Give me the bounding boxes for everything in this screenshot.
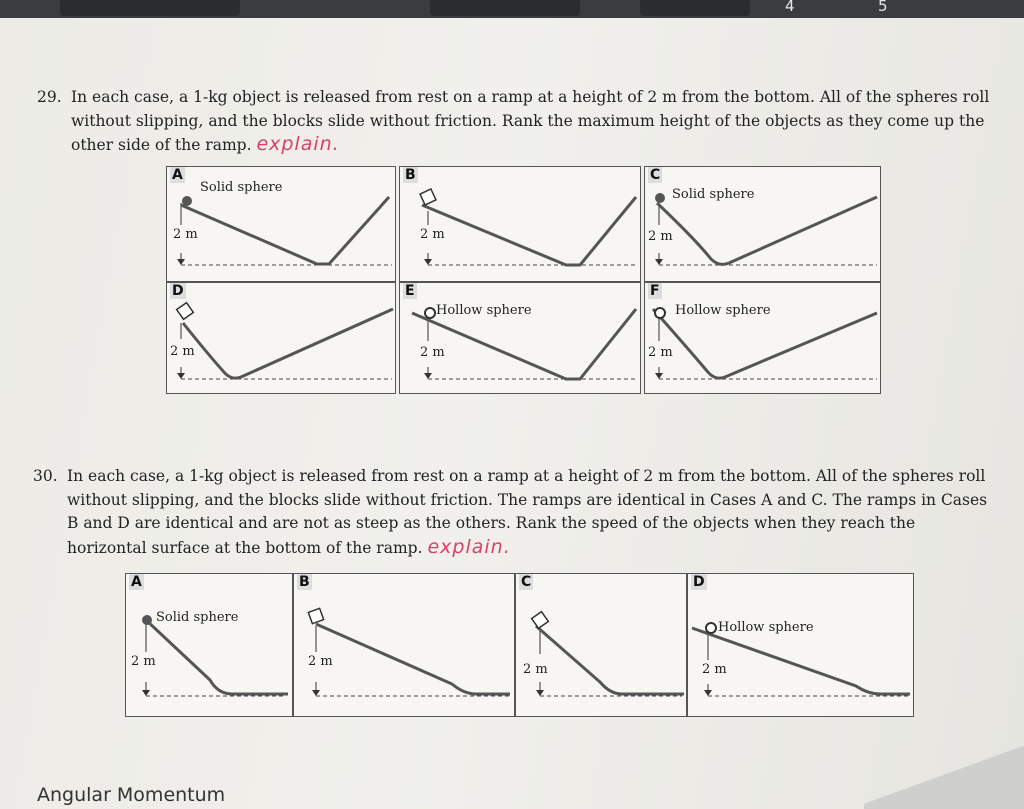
question-30 xyxy=(33,465,999,560)
ramp-diagram xyxy=(167,283,395,393)
object-label: Solid sphere xyxy=(156,610,239,625)
panel-letter: D xyxy=(172,283,184,299)
height-label: 2 m xyxy=(170,344,195,359)
object-label: Hollow sphere xyxy=(436,303,532,318)
q29-panel-b xyxy=(399,166,641,282)
page-fold xyxy=(864,739,1024,809)
panel-letter: A xyxy=(131,574,142,590)
panel-letter: F xyxy=(650,283,660,299)
q29-panel-d xyxy=(166,282,396,394)
height-label: 2 m xyxy=(131,654,156,669)
question-number: 29. xyxy=(37,88,62,106)
height-label: 2 m xyxy=(648,229,673,244)
ramp-diagram xyxy=(294,574,514,716)
object-label: Hollow sphere xyxy=(675,303,771,318)
ramp-diagram xyxy=(400,283,640,393)
height-label: 2 m xyxy=(648,345,673,360)
panel-letter: E xyxy=(405,283,415,299)
ramp-diagram xyxy=(516,574,686,716)
panel-letter: B xyxy=(299,574,310,590)
panel-letter: C xyxy=(521,574,532,590)
question-29 xyxy=(37,86,996,158)
handwritten-note: explain. xyxy=(427,535,511,558)
key-label-4: 4 xyxy=(785,0,795,15)
key xyxy=(430,0,580,16)
question-number: 30. xyxy=(33,467,58,485)
key xyxy=(640,0,750,16)
panel-letter: A xyxy=(172,167,183,183)
ramp-diagram xyxy=(400,167,640,281)
question-text: In each case, a 1-kg object is released from rest on a ramp at a height of 2 m from the bottom. All of the spheres roll without slipping, and the blocks slide without friction. Rank the maximum height of the objects as they come up the other side of the ramp. xyxy=(71,88,990,154)
object-label: Solid sphere xyxy=(672,187,755,202)
height-label: 2 m xyxy=(173,227,198,242)
footer-title: Angular Momentum xyxy=(37,784,226,806)
key-label-5: 5 xyxy=(878,0,888,15)
q29-panel-a xyxy=(166,166,396,282)
height-label: 2 m xyxy=(523,662,548,677)
object-label: Solid sphere xyxy=(200,180,283,195)
ramp-diagram xyxy=(645,167,880,281)
object-label: Hollow sphere xyxy=(718,620,814,635)
height-label: 2 m xyxy=(420,345,445,360)
panel-letter: C xyxy=(650,167,661,183)
q30-panel-a xyxy=(125,573,293,717)
height-label: 2 m xyxy=(420,227,445,242)
q30-panel-b xyxy=(293,573,515,717)
q30-panel-c xyxy=(515,573,687,717)
height-label: 2 m xyxy=(308,654,333,669)
key xyxy=(60,0,240,16)
ramp-diagram xyxy=(126,574,292,716)
handwritten-note: explain. xyxy=(256,133,340,155)
q30-panel-d xyxy=(687,573,914,717)
question-text: In each case, a 1-kg object is released from rest on a ramp at a height of 2 m from the bottom. All of the spheres roll without slipping, and the blocks slide without friction. The ramps are identical in Cases A and C. The ramps in Cases B and D are identical and are not as steep as the others. Rank the speed of the objects when they reach the horizontal surface at the bottom of the ramp. xyxy=(67,467,988,557)
panel-letter: D xyxy=(693,574,705,590)
panel-letter: B xyxy=(405,167,416,183)
ramp-diagram xyxy=(688,574,913,716)
q29-panel-c xyxy=(644,166,881,282)
q29-panel-f xyxy=(644,282,881,394)
ramp-diagram xyxy=(645,283,880,393)
height-label: 2 m xyxy=(702,662,727,677)
q29-panel-e xyxy=(399,282,641,394)
